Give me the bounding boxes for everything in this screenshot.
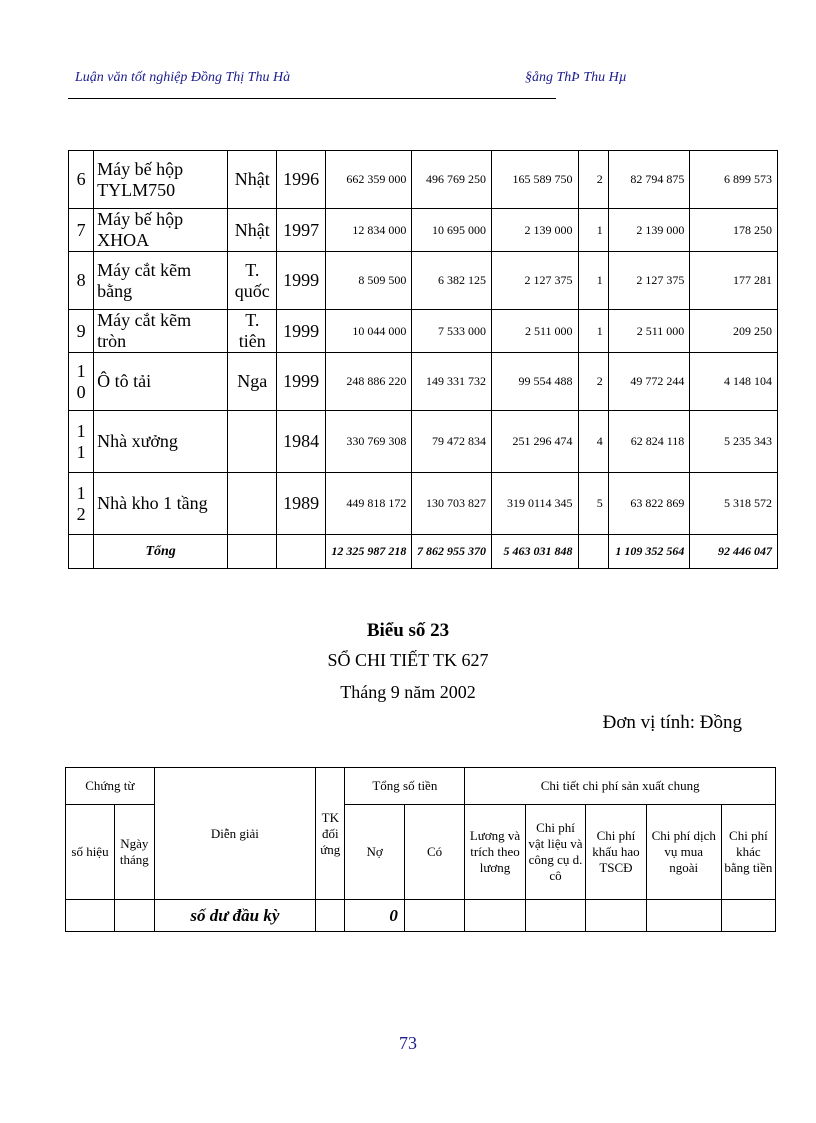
col-vat-lieu: Chi phí vật liệu và công cụ d. cô [525, 805, 585, 900]
header-divider [68, 98, 556, 99]
form-period: Tháng 9 năm 2002 [340, 682, 476, 702]
asset-origin [228, 411, 277, 473]
cell-empty [525, 900, 585, 932]
cell-empty [66, 900, 115, 932]
total-value: 1 109 352 564 [608, 535, 690, 569]
asset-value: 165 589 750 [491, 151, 578, 209]
asset-value: 496 769 250 [412, 151, 492, 209]
cell-empty [316, 900, 345, 932]
col-tong-so-tien: Tổng số tiền [345, 768, 465, 805]
col-so-hieu: số hiệu [66, 805, 115, 900]
asset-origin: Nga [228, 353, 277, 411]
col-dich-vu: Chi phí dịch vụ mua ngoài [646, 805, 721, 900]
table-row [69, 310, 778, 353]
col-khau-hao: Chi phí khấu hao TSCĐ [586, 805, 646, 900]
asset-year: 1999 [277, 310, 325, 353]
table-row [69, 252, 778, 310]
asset-value: 12 834 000 [325, 209, 412, 252]
asset-value: 7 533 000 [412, 310, 492, 353]
asset-value: 4 [578, 411, 608, 473]
cell-empty [277, 535, 325, 569]
asset-year: 1989 [277, 473, 325, 535]
asset-value: 2 511 000 [608, 310, 690, 353]
asset-name: Máy bế hộp XHOA [94, 209, 228, 252]
asset-origin: Nhật [228, 209, 277, 252]
row-number: 1 0 [69, 353, 94, 411]
form-title: Biểu số 23 [366, 620, 450, 641]
row-number: 1 2 [69, 473, 94, 535]
asset-value: 8 509 500 [325, 252, 412, 310]
asset-value: 6 382 125 [412, 252, 492, 310]
asset-value: 2 127 375 [608, 252, 690, 310]
asset-value: 449 818 172 [325, 473, 412, 535]
asset-value: 248 886 220 [325, 353, 412, 411]
asset-value: 4 148 104 [690, 353, 778, 411]
asset-name: Nhà xưởng [94, 411, 228, 473]
total-value: 7 862 955 370 [412, 535, 492, 569]
total-value: 92 446 047 [690, 535, 778, 569]
asset-year: 1999 [277, 252, 325, 310]
col-co: Có [404, 805, 464, 900]
cell-empty [586, 900, 646, 932]
asset-value: 1 [578, 252, 608, 310]
asset-value: 63 822 869 [608, 473, 690, 535]
table-row [69, 209, 778, 252]
cell-empty [228, 535, 277, 569]
table-row [69, 411, 778, 473]
page-number: 73 [399, 1033, 417, 1053]
col-chi-tiet: Chi tiết chi phí sản xuất chung [465, 768, 776, 805]
form-subtitle: SỔ CHI TIẾT TK 627 [327, 650, 489, 670]
row-number: 7 [69, 209, 94, 252]
row-number: 9 [69, 310, 94, 353]
asset-value: 2 139 000 [491, 209, 578, 252]
cell-empty [465, 900, 525, 932]
total-row [69, 535, 778, 569]
asset-value: 149 331 732 [412, 353, 492, 411]
col-diengiai: Diễn giải [154, 768, 316, 900]
asset-value: 177 281 [690, 252, 778, 310]
col-ngay-thang: Ngày tháng [115, 805, 155, 900]
row-number: 6 [69, 151, 94, 209]
asset-origin: T. tiên [228, 310, 277, 353]
header-left: Luận văn tốt nghiệp Đồng Thị Thu Hà [75, 70, 291, 85]
table-row [69, 353, 778, 411]
col-tk-doi-ung: TK đối ứng [316, 768, 345, 900]
asset-value: 1 [578, 310, 608, 353]
asset-year: 1999 [277, 353, 325, 411]
cell-empty [646, 900, 721, 932]
asset-value: 99 554 488 [491, 353, 578, 411]
asset-name: Máy cắt kẽm tròn [94, 310, 228, 353]
col-luong: Lương và trích theo lương [465, 805, 525, 900]
cell-empty [69, 535, 94, 569]
asset-value: 2 511 000 [491, 310, 578, 353]
asset-value: 5 235 343 [690, 411, 778, 473]
table-row [69, 473, 778, 535]
table-row [69, 151, 778, 209]
asset-value: 5 318 572 [690, 473, 778, 535]
asset-value: 130 703 827 [412, 473, 492, 535]
asset-value: 82 794 875 [608, 151, 690, 209]
asset-value: 62 824 118 [608, 411, 690, 473]
asset-value: 251 296 474 [491, 411, 578, 473]
asset-origin: Nhật [228, 151, 277, 209]
asset-value: 209 250 [690, 310, 778, 353]
unit-label: Đơn vị tính: Đồng [602, 712, 742, 733]
asset-depreciation-table [68, 150, 778, 569]
asset-name: Máy bế hộp TYLM750 [94, 151, 228, 209]
asset-year: 1984 [277, 411, 325, 473]
asset-origin: T. quốc [228, 252, 277, 310]
header-right: §ång ThÞ Thu Hµ [525, 70, 627, 85]
asset-origin [228, 473, 277, 535]
asset-value: 6 899 573 [690, 151, 778, 209]
row-number: 8 [69, 252, 94, 310]
asset-value: 2 [578, 353, 608, 411]
asset-value: 5 [578, 473, 608, 535]
col-no: Nợ [345, 805, 404, 900]
asset-value: 1 [578, 209, 608, 252]
cell-empty [578, 535, 608, 569]
cell-empty [115, 900, 155, 932]
asset-value: 330 769 308 [325, 411, 412, 473]
asset-value: 49 772 244 [608, 353, 690, 411]
asset-value: 79 472 834 [412, 411, 492, 473]
asset-value: 2 139 000 [608, 209, 690, 252]
total-label: Tổng [94, 535, 228, 569]
cell-empty [404, 900, 464, 932]
asset-value: 10 695 000 [412, 209, 492, 252]
ledger-table [65, 767, 776, 932]
total-value: 5 463 031 848 [491, 535, 578, 569]
row-number: 1 1 [69, 411, 94, 473]
asset-value: 2 [578, 151, 608, 209]
asset-year: 1996 [277, 151, 325, 209]
asset-name: Máy cắt kẽm bằng [94, 252, 228, 310]
asset-value: 319 0114 345 [491, 473, 578, 535]
asset-value: 10 044 000 [325, 310, 412, 353]
asset-name: Ô tô tải [94, 353, 228, 411]
asset-value: 662 359 000 [325, 151, 412, 209]
asset-name: Nhà kho 1 tầng [94, 473, 228, 535]
col-chungtu: Chứng từ [66, 768, 155, 805]
asset-value: 2 127 375 [491, 252, 578, 310]
cell-empty [721, 900, 775, 932]
total-value: 12 325 987 218 [325, 535, 412, 569]
asset-value: 178 250 [690, 209, 778, 252]
opening-balance-value: 0 [345, 900, 404, 932]
asset-year: 1997 [277, 209, 325, 252]
opening-balance-label: số dư đầu kỳ [154, 900, 316, 932]
col-khac: Chi phí khác bằng tiền [721, 805, 775, 900]
